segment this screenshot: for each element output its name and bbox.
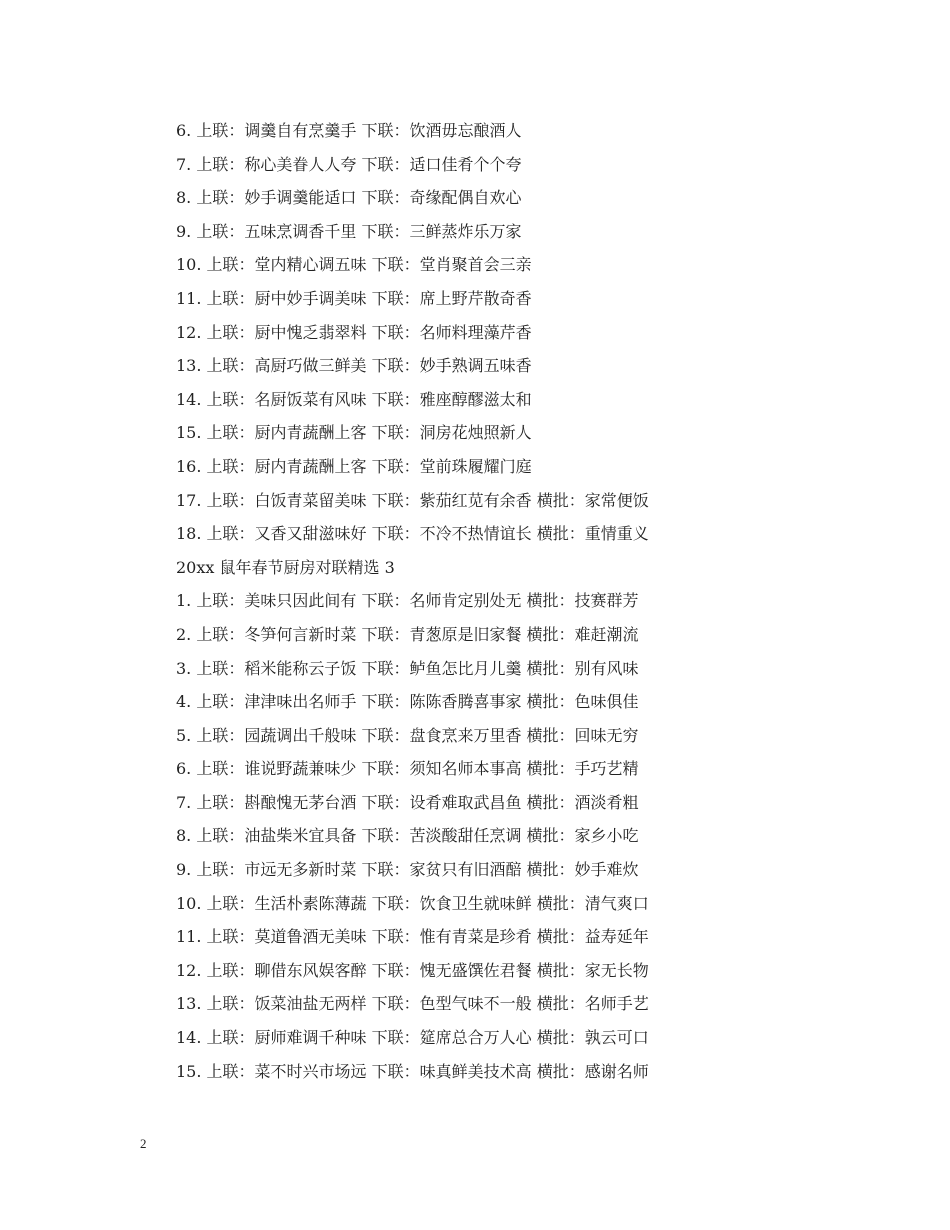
page-number: 2 [140, 1136, 147, 1151]
couplet-line: 16. 上联：厨内青蔬酬上客 下联：堂前珠履耀门庭 [176, 456, 532, 476]
couplet-line: 11. 上联：厨中妙手调美味 下联：席上野芹散奇香 [176, 288, 532, 308]
couplet-line: 9. 上联：市远无多新时菜 下联：家贫只有旧酒醅 横批：妙手难炊 [176, 860, 639, 880]
couplet-line: 9. 上联：五味烹调香千里 下联：三鲜蒸炸乐万家 [176, 221, 522, 241]
couplet-line: 10. 上联：堂内精心调五味 下联：堂肖聚首会三亲 [176, 255, 532, 275]
couplet-line: 6. 上联：谁说野蔬兼味少 下联：须知名师本事高 横批：手巧艺精 [176, 759, 639, 779]
couplet-line: 4. 上联：津津味出名师手 下联：陈陈香腾喜事家 横批：色味俱佳 [176, 692, 639, 712]
couplet-list [176, 114, 776, 1088]
couplet-line: 13. 上联：高厨巧做三鲜美 下联：妙手熟调五味香 [176, 356, 532, 376]
couplet-line: 11. 上联：莫道鲁酒无美味 下联：惟有青菜是珍肴 横批：益寿延年 [176, 927, 649, 947]
couplet-line: 7. 上联：斟酿愧无茅台酒 下联：设肴难取武昌鱼 横批：酒淡肴粗 [176, 792, 639, 812]
couplet-line: 14. 上联：厨师难调千种味 下联：筵席总合万人心 横批：孰云可口 [176, 1028, 649, 1048]
couplet-line: 8. 上联：油盐柴米宜具备 下联：苦淡酸甜任烹调 横批：家乡小吃 [176, 826, 639, 846]
couplet-line: 1. 上联：美味只因此间有 下联：名师肯定别处无 横批：技赛群芳 [176, 591, 639, 611]
couplet-line: 17. 上联：白饭青菜留美味 下联：紫茄红苋有余香 横批：家常便饭 [176, 490, 649, 510]
couplet-line: 18. 上联：又香又甜滋味好 下联：不冷不热情谊长 横批：重情重义 [176, 524, 649, 544]
couplet-line: 14. 上联：名厨饭菜有风味 下联：雅座醇醪滋太和 [176, 389, 532, 409]
couplet-line: 12. 上联：聊借东风娱客醉 下联：愧无盛馔佐君餐 横批：家无长物 [176, 960, 649, 980]
couplet-line: 15. 上联：菜不时兴市场远 下联：味真鲜美技术高 横批：感谢名师 [176, 1061, 649, 1081]
couplet-line: 15. 上联：厨内青蔬酬上客 下联：洞房花烛照新人 [176, 423, 532, 443]
couplet-line: 13. 上联：饭菜油盐无两样 下联：色型气味不一般 横批：名师手艺 [176, 994, 649, 1014]
couplet-line: 2. 上联：冬笋何言新时菜 下联：青葱原是旧家餐 横批：难赶潮流 [176, 624, 639, 644]
couplet-line: 12. 上联：厨中愧乏翡翠料 下联：名师料理藻芹香 [176, 322, 532, 342]
couplet-line: 5. 上联：园蔬调出千般味 下联：盘食烹来万里香 横批：回味无穷 [176, 725, 639, 745]
couplet-line: 3. 上联：稻米能称云子饭 下联：鲈鱼怎比月儿羹 横批：别有风味 [176, 658, 639, 678]
couplet-line: 7. 上联：称心美眷人人夸 下联：适口佳肴个个夸 [176, 154, 522, 174]
couplet-line: 10. 上联：生活朴素陈薄蔬 下联：饮食卫生就味鲜 横批：清气爽口 [176, 893, 649, 913]
couplet-line: 8. 上联：妙手调羹能适口 下联：奇缘配偶自欢心 [176, 188, 522, 208]
section-heading: 20xx 鼠年春节厨房对联精选 3 [176, 557, 395, 577]
couplet-line: 6. 上联：调羹自有烹羹手 下联：饮酒毋忘酿酒人 [176, 121, 522, 140]
